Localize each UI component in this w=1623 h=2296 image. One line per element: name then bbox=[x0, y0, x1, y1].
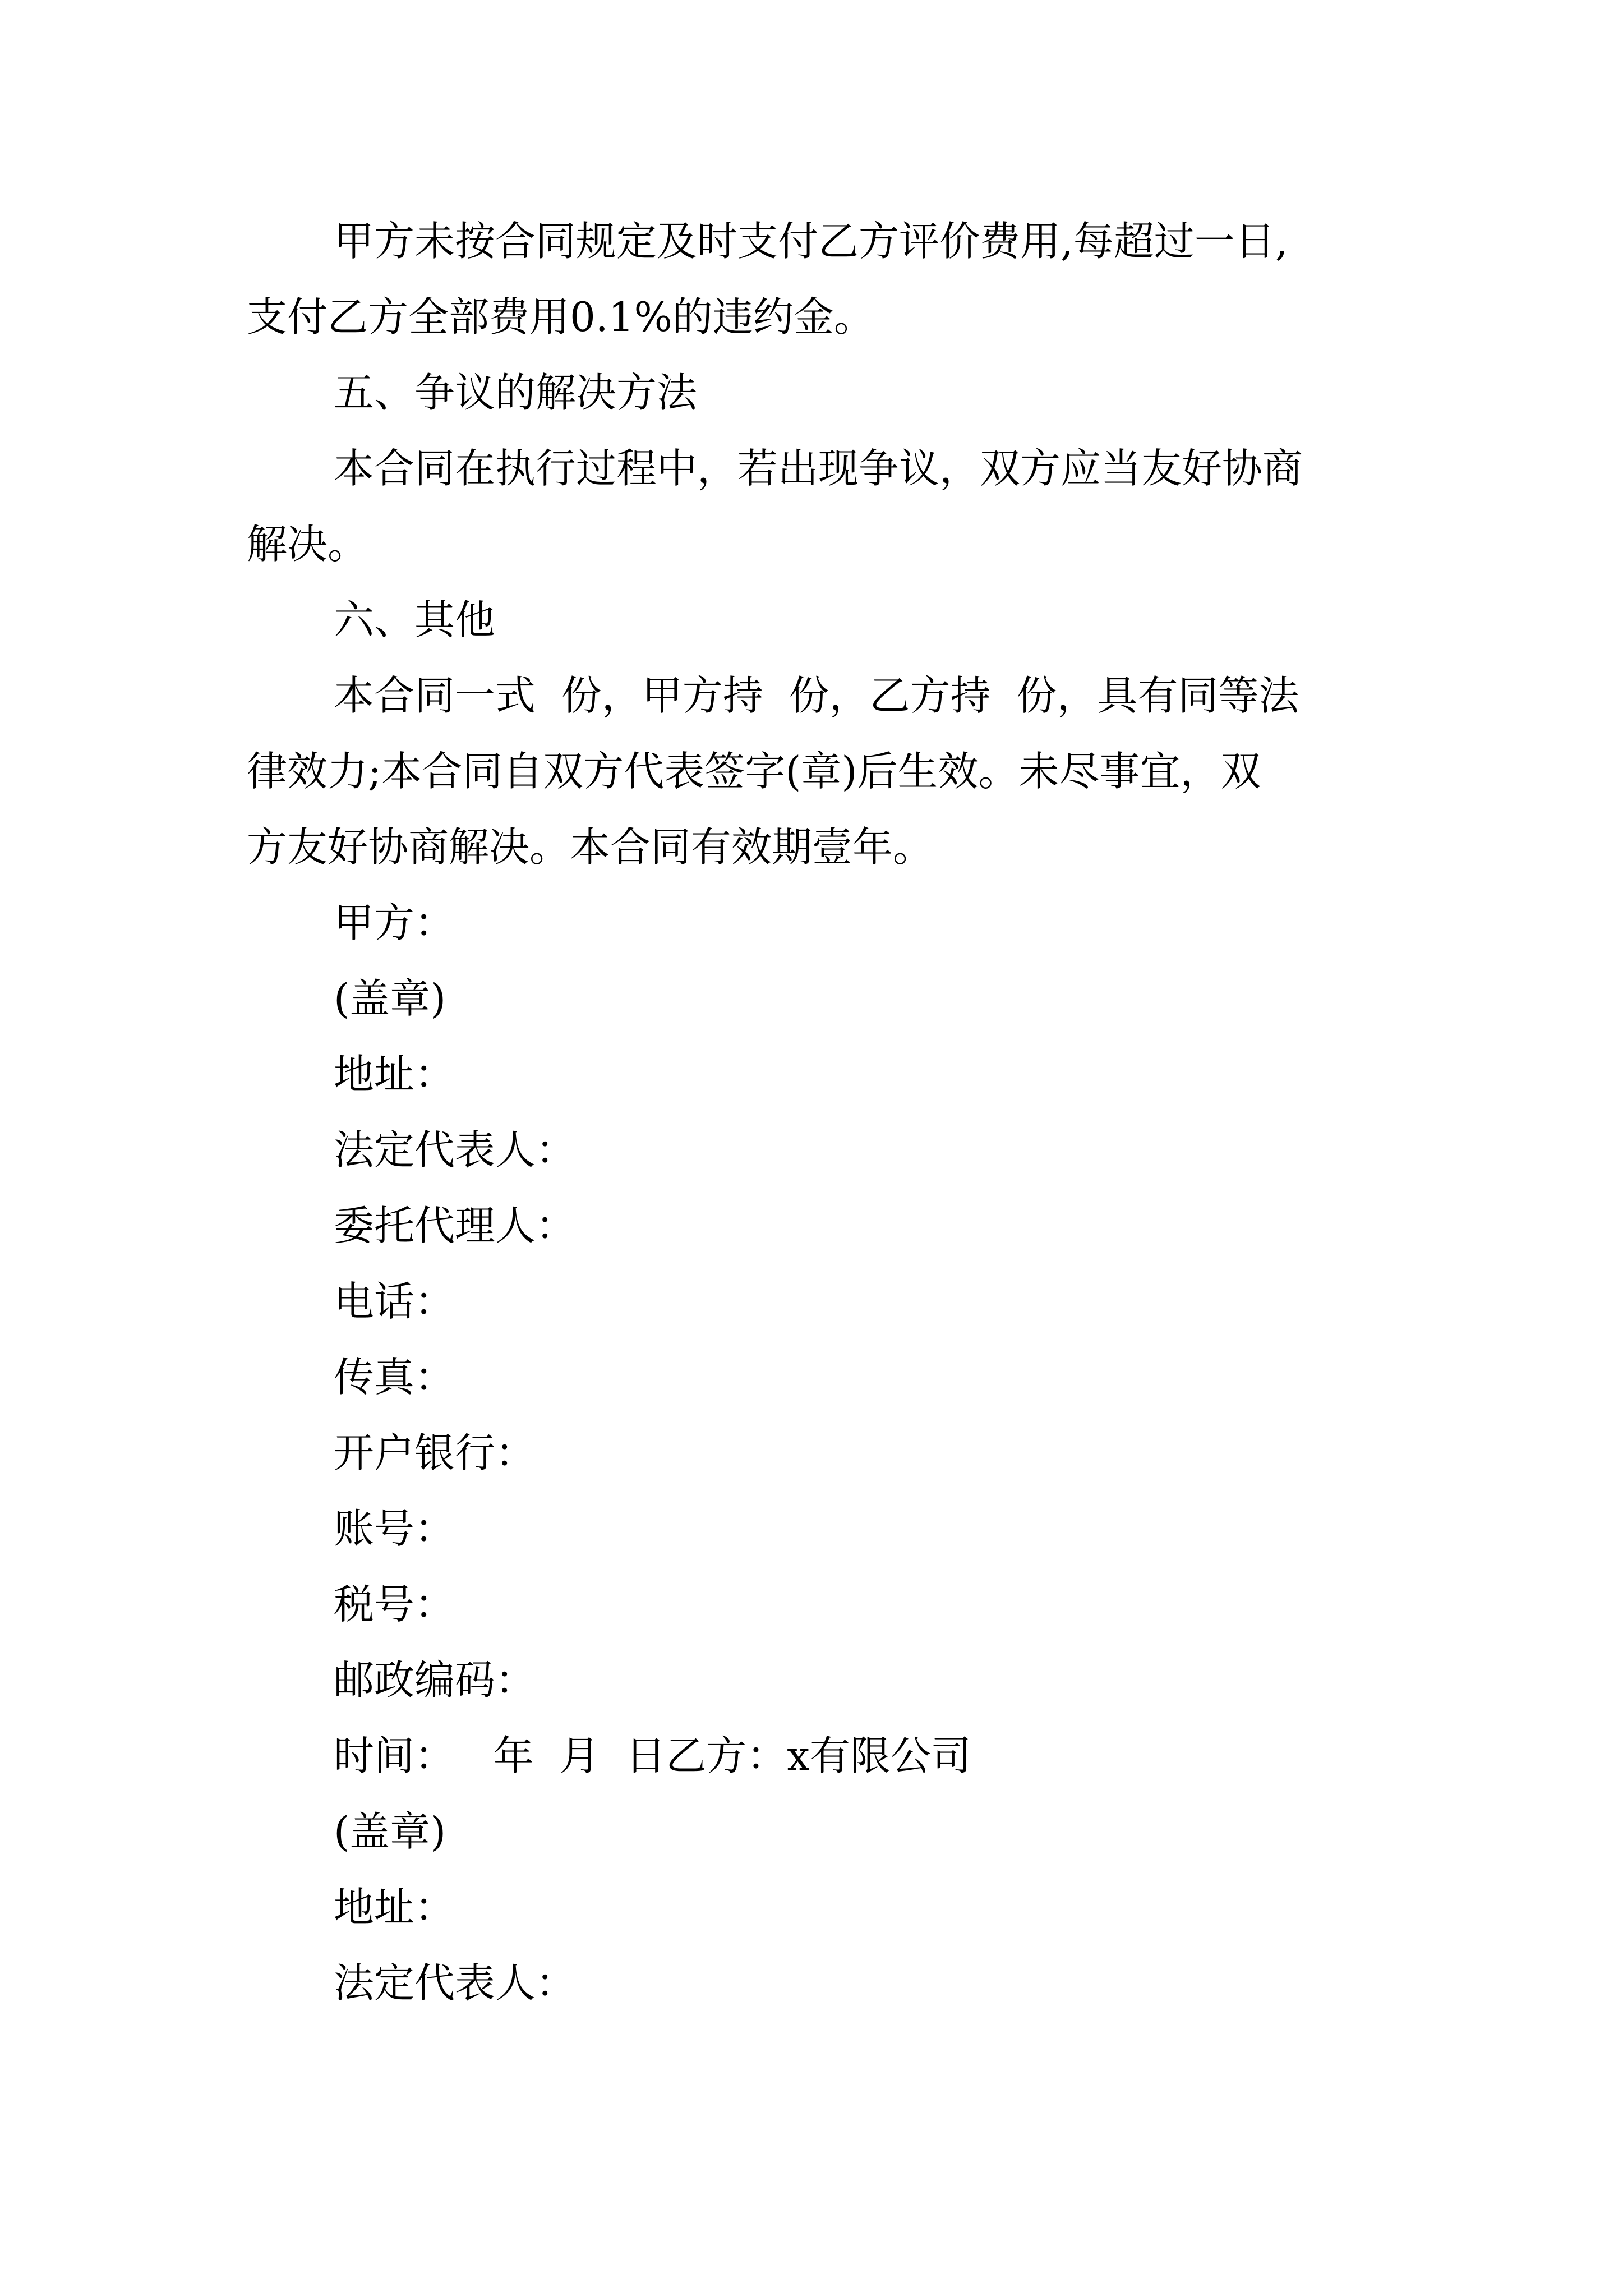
paragraph-line: 解决。 bbox=[247, 521, 368, 568]
party-a-agent: 委托代理人： bbox=[334, 1202, 577, 1249]
party-a-account: 账号： bbox=[334, 1505, 455, 1552]
date-and-party-b: 时间： 年 月 日乙方：x有限公司 bbox=[334, 1732, 971, 1779]
party-a-legal-rep: 法定代表人： bbox=[334, 1126, 577, 1174]
party-a-address: 地址： bbox=[334, 1051, 455, 1098]
party-a-fax: 传真： bbox=[334, 1354, 455, 1401]
party-b-address: 地址： bbox=[334, 1884, 455, 1931]
party-b-seal: (盖章) bbox=[334, 1808, 446, 1855]
party-a-bank: 开户银行： bbox=[334, 1429, 536, 1476]
party-a-postcode: 邮政编码： bbox=[334, 1657, 536, 1704]
party-b-legal-rep: 法定代表人： bbox=[334, 1959, 577, 2007]
paragraph-line: 甲方未按合同规定及时支付乙方评价费用,每超过一日, bbox=[334, 218, 1288, 265]
party-a-label: 甲方： bbox=[334, 899, 455, 946]
party-a-phone: 电话： bbox=[334, 1278, 455, 1325]
party-a-seal: (盖章) bbox=[334, 975, 446, 1022]
paragraph-line: 本合同一式 份，甲方持 份，乙方持 份，具有同等法 bbox=[334, 672, 1299, 719]
section-heading-other: 六、其他 bbox=[334, 596, 496, 643]
section-heading-dispute: 五、争议的解决方法 bbox=[334, 369, 698, 416]
paragraph-line: 支付乙方全部费用0.1%的违约金。 bbox=[247, 293, 874, 341]
paragraph-line: 本合同在执行过程中，若出现争议，双方应当友好协商 bbox=[334, 445, 1303, 492]
paragraph-line: 律效力;本合同自双方代表签字(章)后生效。未尽事宜，双 bbox=[247, 748, 1261, 795]
party-a-tax-id: 税号： bbox=[334, 1581, 455, 1628]
paragraph-line: 方友好协商解决。本合同有效期壹年。 bbox=[247, 823, 934, 871]
